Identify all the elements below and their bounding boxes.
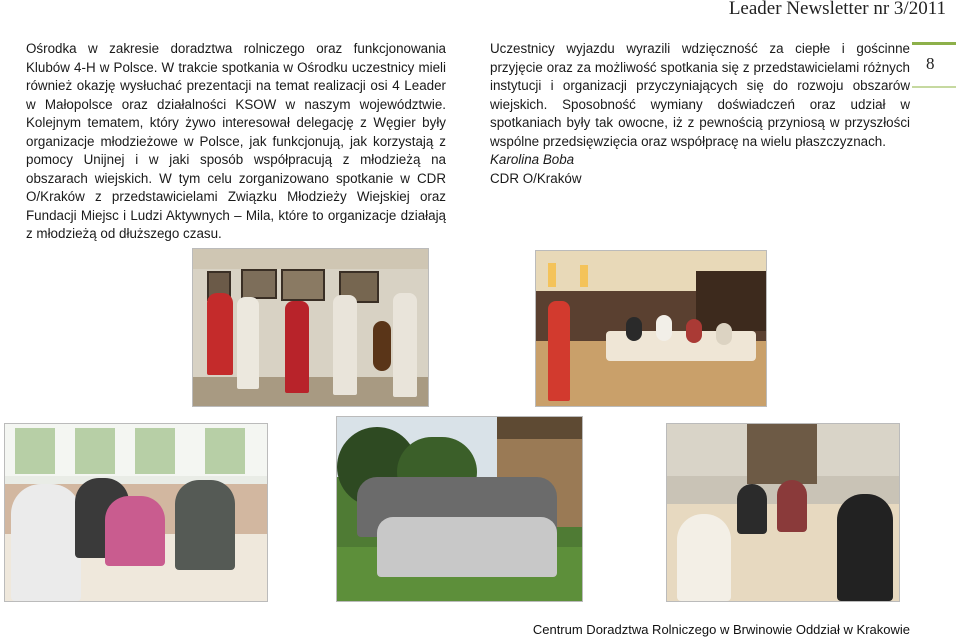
participant <box>777 480 807 532</box>
page-number-rule-bottom <box>912 86 956 88</box>
participant <box>11 484 81 601</box>
participant <box>837 494 893 601</box>
photo-conference-room <box>4 423 268 602</box>
photo-group-outdoor <box>336 416 583 602</box>
left-column <box>26 40 446 244</box>
performer <box>207 293 233 375</box>
window <box>135 428 175 474</box>
lamp <box>548 263 556 287</box>
participant <box>737 484 767 534</box>
performer <box>285 301 309 393</box>
performer <box>333 295 357 395</box>
right-paragraph: Uczestnicy wyjazdu wyrazili wdzięczność za ciepłe i gościnne przyjęcie oraz za możliwość spotkania się z przedstawicielami różnych instytucji i organizacji przyczyniających się do rozwoju obszarów wiejskich. Sposobność wymiany doświadczeń oraz udział w spotkaniach były tak owocne, iż z pewnością przyniosą w przyszłości wspólne przedsięwzięcia oraz współpracę na wielu płaszczyznach. <box>490 41 910 149</box>
window <box>75 428 115 474</box>
performer <box>393 293 417 397</box>
double-bass <box>373 321 391 371</box>
photo-folk-performers <box>192 248 429 407</box>
lamp <box>580 265 588 287</box>
author-organization: CDR O/Kraków <box>490 170 582 186</box>
window <box>205 428 245 474</box>
standing-person <box>548 301 570 401</box>
left-paragraph: Ośrodka w zakresie doradztwa rolniczego oraz funkcjonowania Klubów 4-H w Polsce. W trakcie spotkania w Ośrodku uczestnicy mieli również okazję wysłuchać prezentacji na temat realizacji osi 4 Leader w Małopolsce oraz działalności KSOW w naszym województwie. Kolejnym tematem, który żywo interesował delegację z Węgier były organizacje młodzieżowe w Polsce, jak funkcjonują, jak korzystają z pomocy Unijnej i w jaki sposób współpracują z młodzieżą na obszarach wiejskich. W tym celu zorganizowano spotkanie w CDR O/Kraków z przedstawicielami Związku Młodzieży Wiejskiej oraz Fundacji Miejsc i Ludzi Aktywnych – Mila, które to organizacje działają z młodzieżą od dłuższego czasu. <box>26 41 446 241</box>
participant <box>105 496 165 566</box>
participant <box>175 480 235 570</box>
wall-picture <box>241 269 277 299</box>
footer-organization: Centrum Doradztwa Rolniczego w Brwinowie Oddział w Krakowie <box>532 622 910 637</box>
wall-picture <box>281 269 325 301</box>
newsletter-title: Leader Newsletter nr 3/2011 <box>728 0 946 19</box>
photo-seminar-tables <box>666 423 900 602</box>
page-number-rule <box>912 42 956 45</box>
right-column <box>490 40 910 188</box>
group <box>377 517 557 577</box>
window <box>15 428 55 474</box>
page-number: 8 <box>926 54 935 73</box>
wall-panel <box>747 424 817 484</box>
participant <box>677 514 731 601</box>
photo-restaurant-meeting <box>535 250 767 407</box>
performer <box>237 297 259 389</box>
author-name: Karolina Boba <box>490 152 575 167</box>
